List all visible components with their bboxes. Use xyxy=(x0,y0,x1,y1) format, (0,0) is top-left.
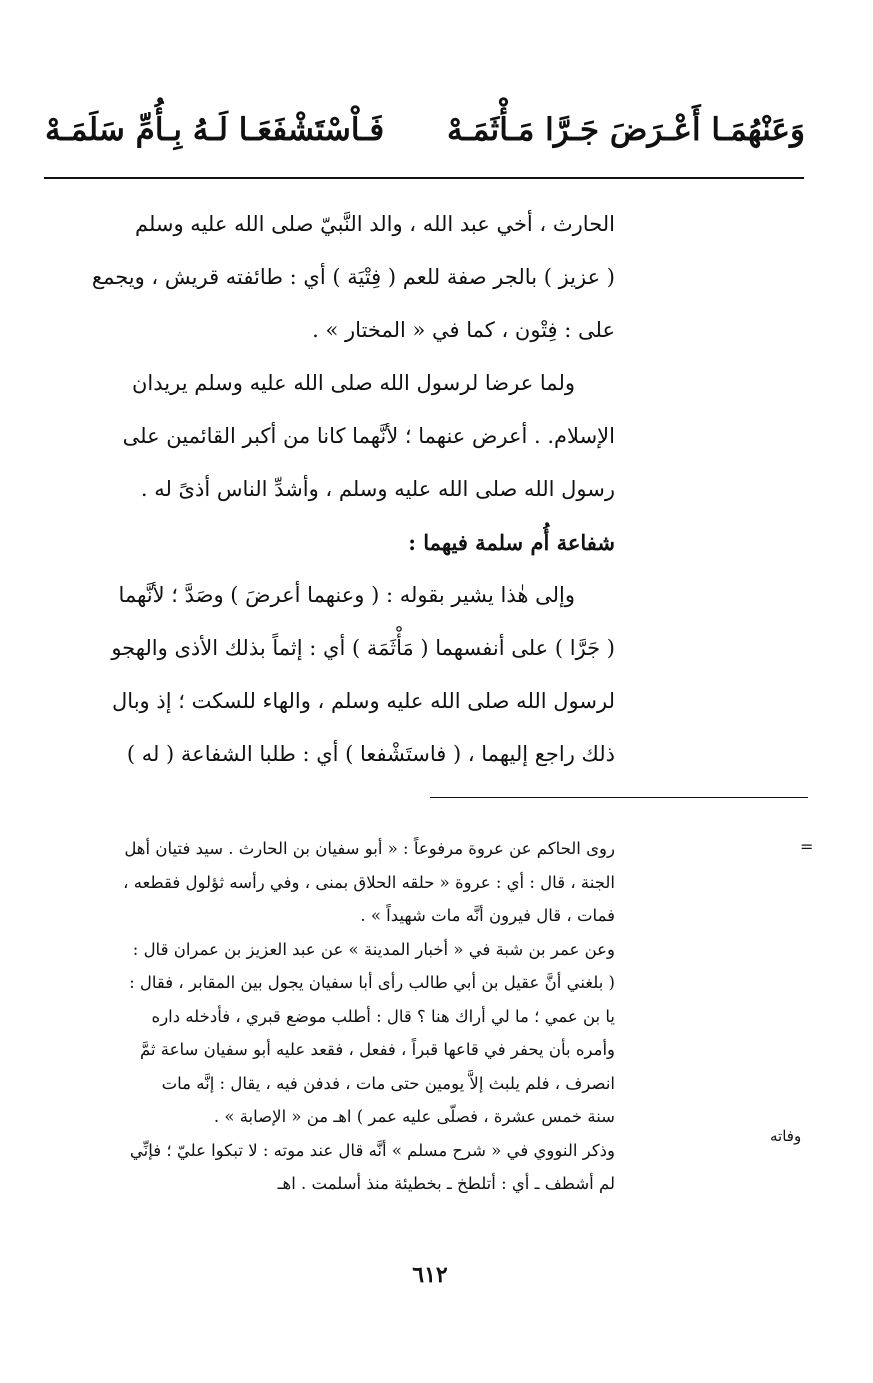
verse-divider xyxy=(44,177,804,179)
body-line: الحارث ، أخي عبد الله ، والد النَّبيّ صلى الله عليه وسلم xyxy=(134,212,615,236)
footnote-divider xyxy=(430,797,808,798)
verse-right-hemistich: وَعَنْهُمَـا أَعْـرَضَ جَـرَّا مَـأْثَمَـهْ xyxy=(446,112,805,148)
body-line: الإسلام. . أعرض عنهما ؛ لأنَّهما كانا من أكبر القائمين على xyxy=(122,424,615,448)
footnotes xyxy=(50,832,615,1201)
footnote-line: يا بن عمي ؛ ما لي أراك هنا ؟ قال : أطلب موضع قبري ، فأدخله داره xyxy=(151,1006,615,1026)
body-line: وإلى هٰذا يشير بقوله : ( وعنهما أعرضَ ) وصَدَّ ؛ لأنَّهما xyxy=(118,583,575,607)
commentary-body xyxy=(50,198,615,781)
footnote-line: روى الحاكم عن عروة مرفوعاً : « أبو سفيان بن الحارث . سيد فتيان أهل xyxy=(124,839,615,858)
footnote-continuation-marker: = xyxy=(800,837,814,856)
body-line: لرسول الله صلى الله عليه وسلم ، والهاء للسكت ؛ إذ وبال xyxy=(112,689,615,713)
margin-label: وفاته xyxy=(770,1127,802,1145)
poem-verse xyxy=(45,100,805,160)
footnote-line: وعن عمر بن شبة في « أخبار المدينة » عن عبد العزيز بن عمران قال : xyxy=(132,939,615,959)
section-heading: شفاعة أُم سلمة فيهما : xyxy=(408,530,615,555)
body-line: ذلك راجع إليهما ، ( فاستَشْفعا ) أي : طلبا الشفاعة ( له ) xyxy=(126,742,615,766)
footnote-line: انصرف ، فلم يلبث إلاَّ يومين حتى مات ، فدفن فيه ، يقال : إنَّه مات xyxy=(161,1073,615,1093)
body-line: ولما عرضا لرسول الله صلى الله عليه وسلم يريدان xyxy=(132,371,575,395)
footnote-line: لم أشطف ـ أي : أتلطخ ـ بخطيئة منذ أسلمت . اهـ xyxy=(277,1174,615,1193)
body-line: ( جَرَّا ) على أنفسهما ( مَأْثَمَة ) أي : إثماً بذلك الأذى والهجو xyxy=(111,636,615,660)
body-line: على : فِتْون ، كما في « المختار » . xyxy=(312,318,615,342)
footnote-line: وذكر النووي في « شرح مسلم » أنَّه قال عند موته : لا تبكوا عليّ ؛ فإنِّي xyxy=(129,1140,615,1160)
body-line: رسول الله صلى الله عليه وسلم ، وأشدِّ الناس أذىً له . xyxy=(140,477,615,501)
footnote-line: ( بلغني أنَّ عقيل بن أبي طالب رأى أبا سفيان يجول بين المقابر ، فقال : xyxy=(129,973,615,992)
verse-left-hemistich: فَـاْسْتَشْفَعَـا لَـهُ بِـأُمِّ سَلَمَـهْ xyxy=(45,112,385,148)
footnote-line: سنة خمس عشرة ، فصلّى عليه عمر ) اهـ من « الإصابة » . xyxy=(213,1107,615,1126)
body-line: ( عزيز ) بالجر صفة للعم ( فِتْيَة ) أي : طائفته قريش ، ويجمع xyxy=(91,265,615,289)
page-number: ٦١٢ xyxy=(412,1262,448,1288)
footnote-line: وأمره بأن يحفر في قاعها قبراً ، ففعل ، فقعد عليه أبو سفيان ساعة ثمَّ xyxy=(139,1040,615,1059)
footnote-line: فمات ، قال فيرون أنَّه مات شهيداً » . xyxy=(360,906,615,925)
footnote-line: الجنة ، قال : أي : عروة « حلقه الحلاق بمنى ، وفي رأسه ثؤلول فقطعه ، xyxy=(123,872,615,892)
